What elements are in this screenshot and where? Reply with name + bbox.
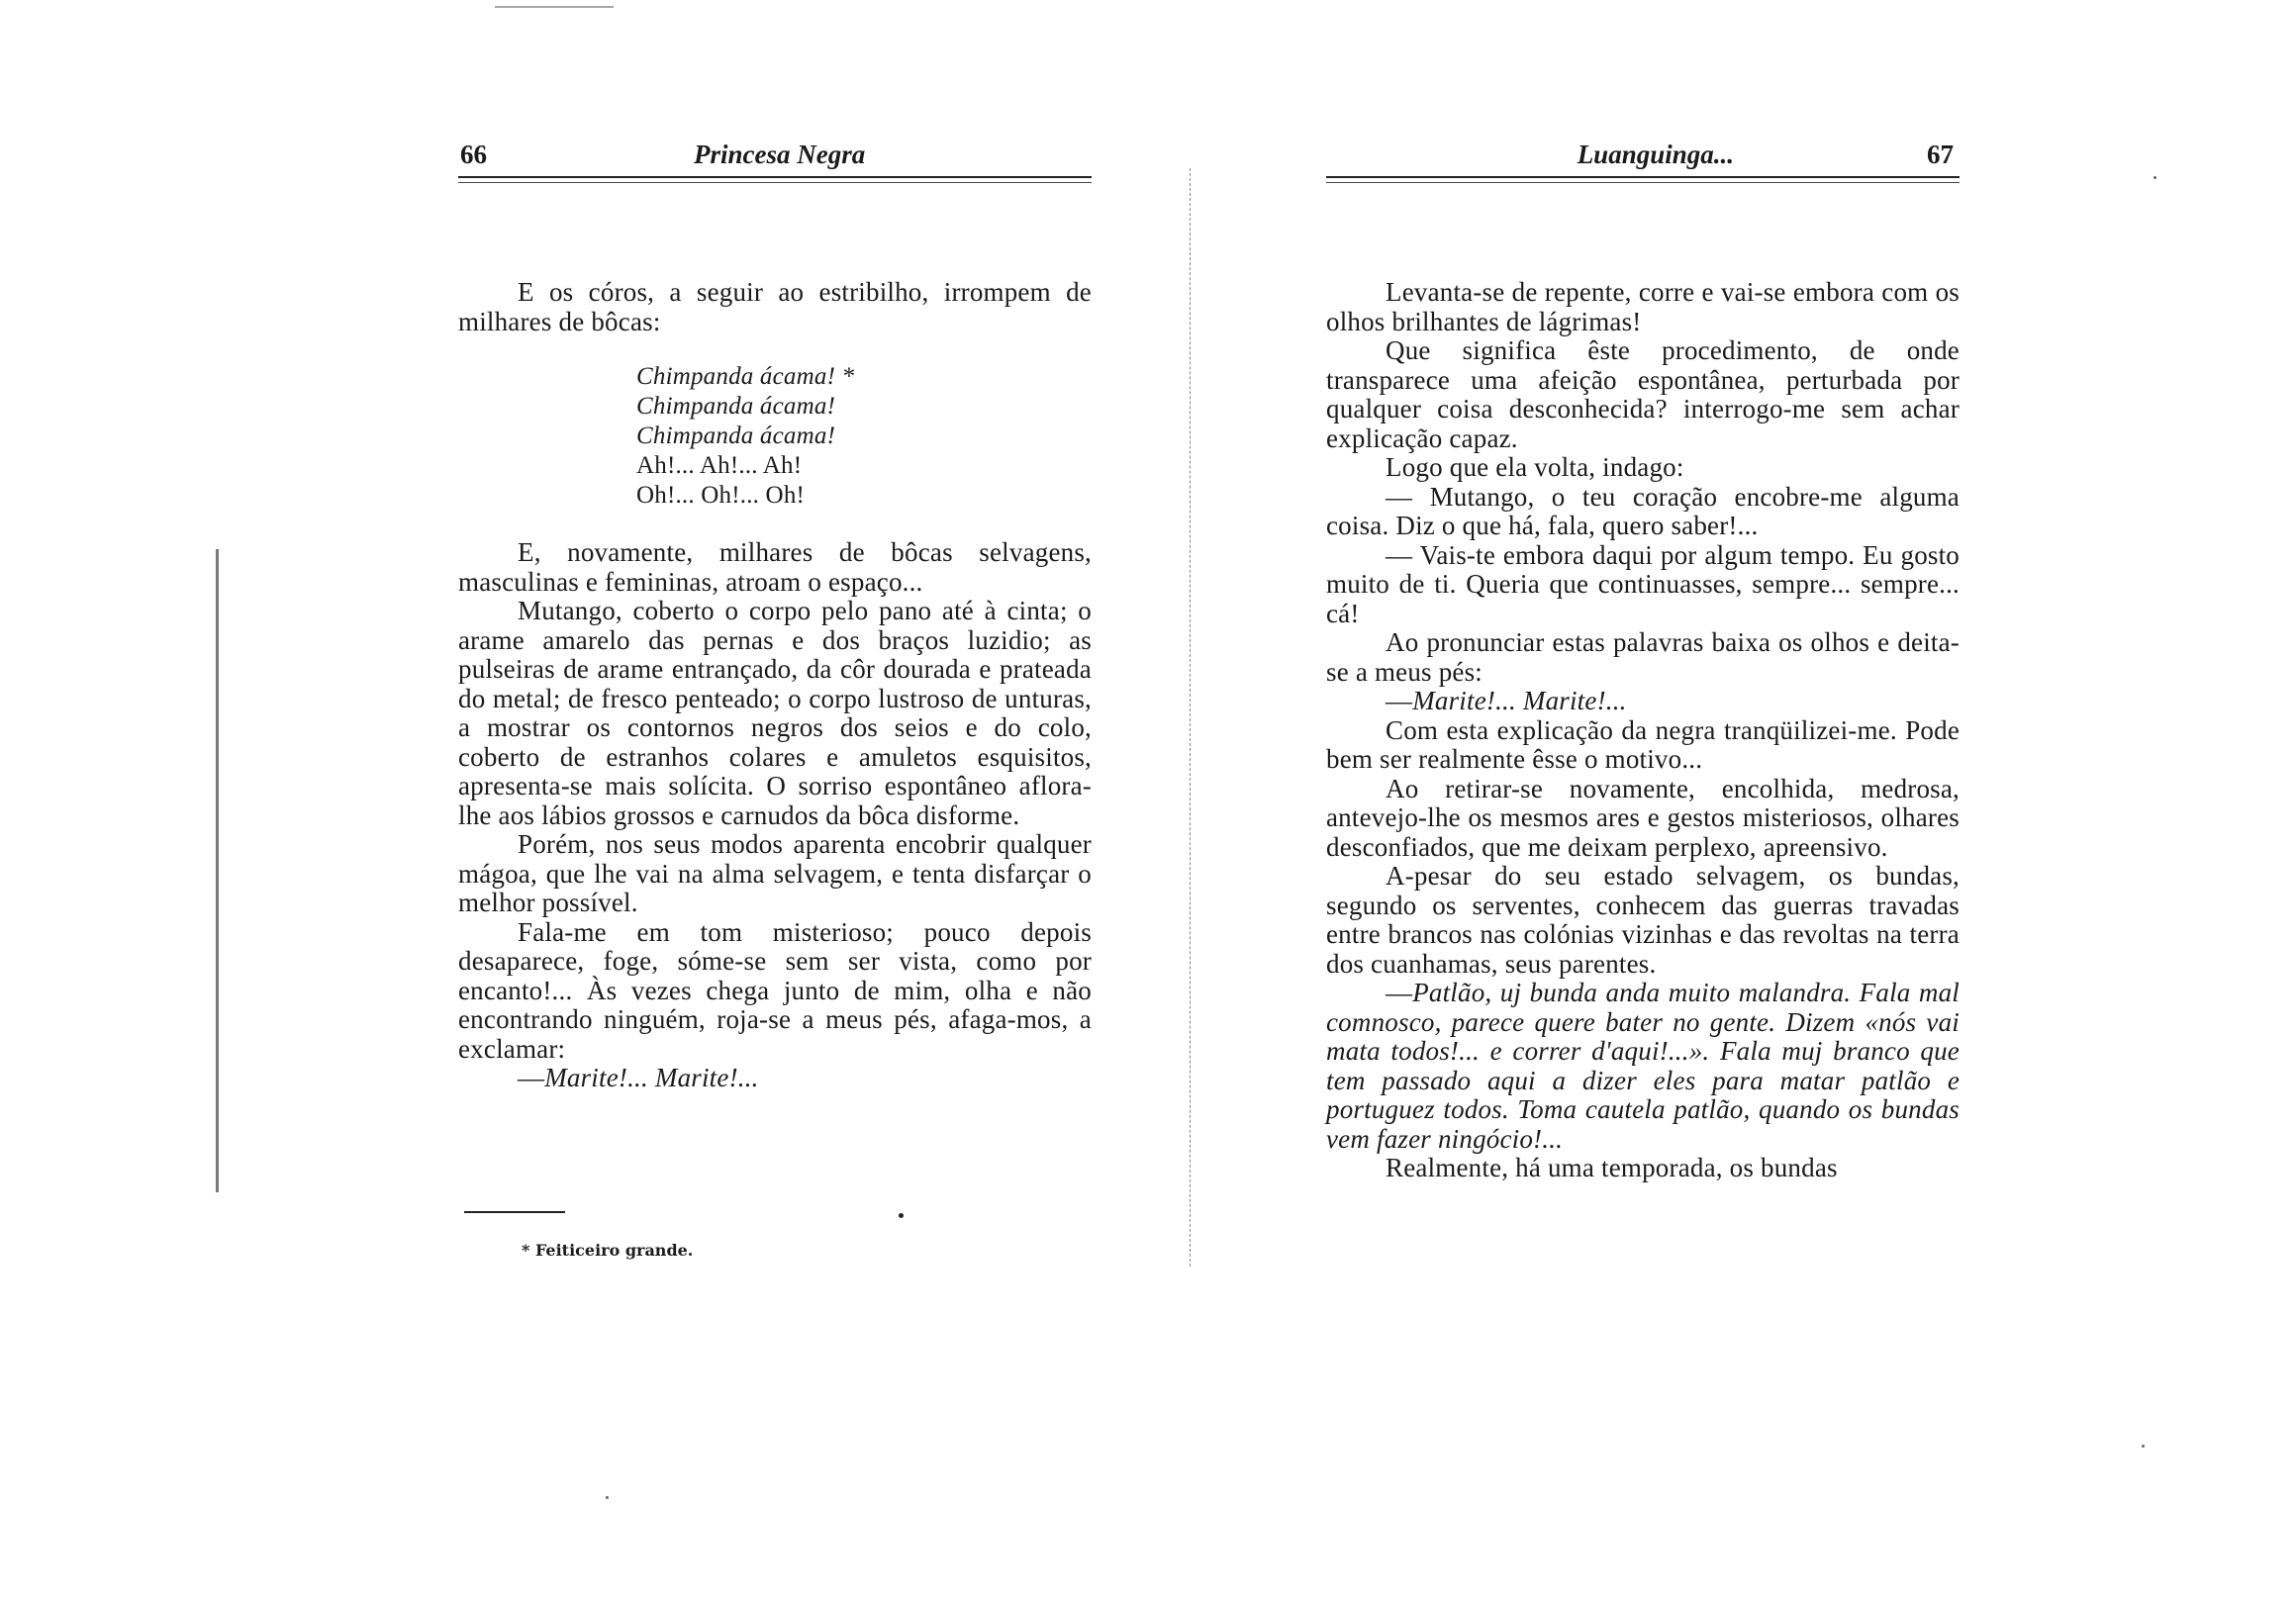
paragraph: — Vais-te embora daqui por algum tempo. Eu gosto muito de ti. Queria que continuasses, sempre... sempre... cá! [1326, 539, 1960, 628]
right-page-number: 67 [1927, 140, 1954, 169]
song-line: Ah!... Ah!... Ah! [636, 452, 803, 479]
paragraph: Ao retirar-se novamente, encolhida, medrosa, antevejo-lhe os mesmos ares e gestos misteriosos, olhares desconfiados, que me deixam perplexo, apreensivo. [1326, 773, 1960, 862]
song-line: Chimpanda ácama! * [636, 363, 855, 390]
song-chorus [636, 362, 1092, 511]
italic-speech [1326, 979, 1960, 1154]
paragraph: E, novamente, milhares de bôcas selvagens, masculinas e femininas, atroam o espaço... [458, 537, 1092, 597]
scan-speck [2153, 176, 2156, 179]
left-header-rule [458, 176, 1092, 178]
right-running-title: Luanguinga... [1577, 140, 1734, 169]
paragraph: Que significa êste procedimento, de onde transparece uma afeição espontânea, perturbada por qualquer coisa desconhecida? interrogo-me sem achar explicação capaz. [1326, 335, 1960, 453]
song-line: Chimpanda ácama! [636, 423, 836, 449]
paragraph: A-pesar do seu estado selvagem, os bundas, segundo os serventes, conhecem das guerras travadas entre brancos nas colónias vizinhas e das revoltas na terra dos cuanhamas, seus parentes. [1326, 861, 1960, 979]
left-page-number: 66 [460, 140, 487, 169]
paragraph: Levanta-se de repente, corre e vai-se embora com os olhos brilhantes de lágrimas! [1326, 277, 1960, 336]
stray-dot [899, 1213, 904, 1218]
footnote-rule [464, 1211, 565, 1213]
speech-dash: — [1386, 978, 1413, 1007]
paragraph: Porém, nos seus modos aparenta encobrir qualquer mágoa, que lhe vai na alma selvagem, e tenta disfarçar o melhor possível. [458, 829, 1092, 917]
left-page-header [458, 137, 1092, 172]
left-page [458, 137, 1092, 1260]
paragraph: Mutango, coberto o corpo pelo pano até à cinta; o arame amarelo das pernas e dos braços luzidio; as pulseiras de arame entrançado, da côr dourada e prateada do metal; de fresco penteado; o corpo lustroso de unturas, a mostrar os contornos negros dos seios e do colo, coberto de estranhos colares e amuletos esquisitos, apresenta-se mais solícita. O sorriso espontâneo aflora-lhe aos lábios grossos e carnudos da bôca disforme. [458, 596, 1092, 830]
paragraph: E os córos, a seguir ao estribilho, irrompem de milhares de bôcas: [458, 277, 1092, 336]
paragraph: — Mutango, o teu coração encobre-me alguma coisa. Diz o que há, fala, quero saber!... [1326, 481, 1960, 540]
exclamation-dash: — [518, 1063, 545, 1092]
scan-speck [2142, 1445, 2145, 1448]
right-body-text [1326, 278, 1960, 1183]
right-page [1326, 137, 1960, 1183]
song-line: Chimpanda ácama! [636, 393, 836, 420]
right-header-rule-thin [1326, 182, 1960, 183]
scan-top-mark [495, 6, 614, 8]
exclamation-text: Marite!... Marite!... [544, 1063, 759, 1092]
marite-line [1326, 687, 1960, 716]
left-body-text [458, 278, 1092, 1093]
paragraph: Fala-me em tom misterioso; pouco depois desaparece, foge, sóme-se sem ser vista, como por encanto!... Às vezes chega junto de mim, olha e não encontrando ninguém, roja-se a meus pés, afaga-mos, a exclamar: [458, 916, 1092, 1064]
paragraph: Logo que ela volta, indago: [1386, 452, 1684, 482]
scan-edge-mark [216, 549, 219, 1192]
marite-text: Marite!... Marite!... [1412, 686, 1627, 715]
left-running-title: Princesa Negra [694, 140, 866, 169]
left-header-rule-thin [458, 182, 1092, 183]
marite-dash: — [1386, 686, 1413, 715]
paragraph: Ao pronunciar estas palavras baixa os olhos e deita-se a meus pés: [1326, 627, 1960, 687]
song-line: Oh!... Oh!... Oh! [636, 482, 806, 509]
right-page-header [1326, 137, 1960, 172]
book-gutter [1190, 168, 1191, 1267]
paragraph: Realmente, há uma temporada, os bundas [1386, 1153, 1838, 1182]
exclamation-line [458, 1064, 1092, 1093]
paragraph: Com esta explicação da negra tranqüilizei-me. Pode bem ser realmente êsse o motivo... [1326, 714, 1960, 774]
scan-speck [606, 1496, 609, 1499]
footnote: * Feiticeiro grande. [522, 1241, 694, 1260]
right-header-rule [1326, 176, 1960, 178]
speech-text: Patlão, uj bunda anda muito malandra. Fala mal comnosco, parece quere bater no gente. Dizem «nós vai mata todos!... e correr d'aqui!...». Fala muj branco que tem passado aqui a dizer eles para matar patlão e portuguez todos. Toma cautela patlão, quando os bundas vem fazer ningócio!... [1326, 978, 1960, 1154]
